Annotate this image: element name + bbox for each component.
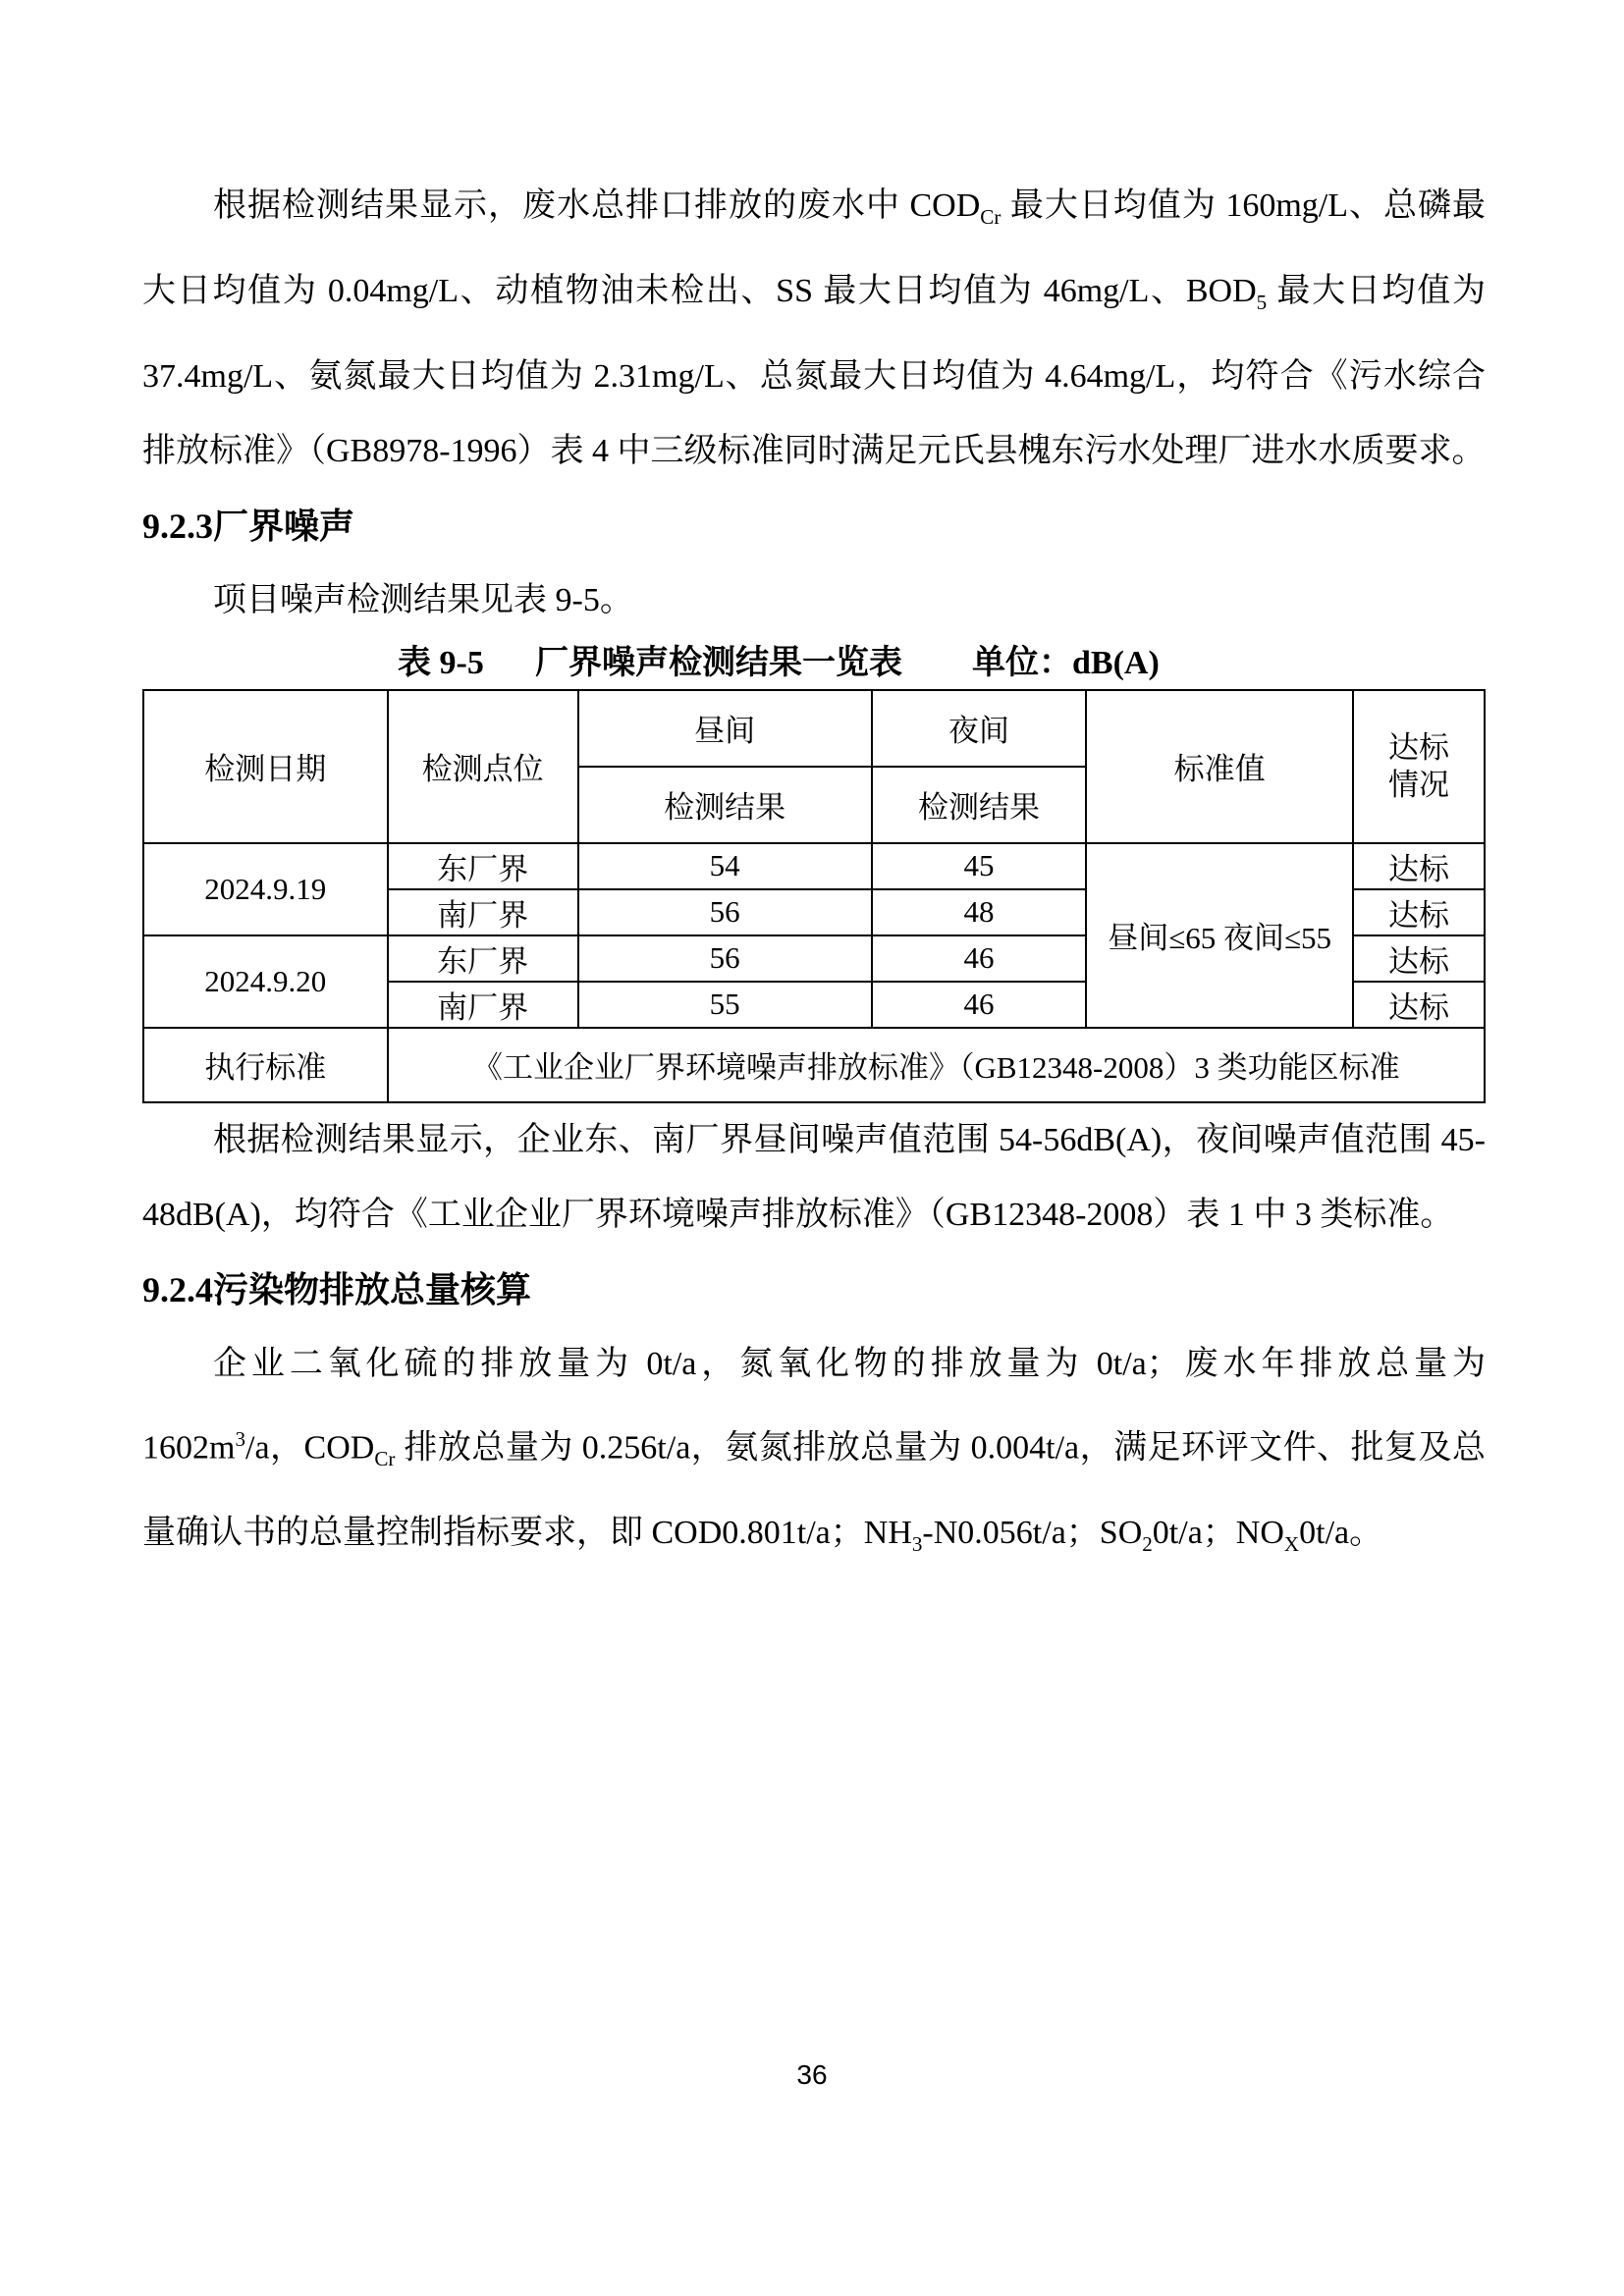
cell-status: 达标	[1353, 843, 1485, 889]
header-cell-point: 检测点位	[388, 690, 578, 843]
header-cell-day: 昼间	[578, 690, 872, 767]
table-title: 厂界噪声检测结果一览表	[535, 644, 902, 681]
cell-status: 达标	[1353, 982, 1485, 1028]
table-footer-row	[143, 1028, 1485, 1102]
header-cell-day-result: 检测结果	[578, 767, 872, 843]
header-cell-standard: 标准值	[1086, 690, 1353, 843]
cell-point: 东厂界	[388, 935, 578, 982]
table-caption	[142, 638, 1486, 689]
header-cell-compliance	[1353, 690, 1485, 843]
table-row	[143, 843, 1485, 889]
text-segment: 0t/a；NO	[1152, 1514, 1284, 1551]
cell-date: 2024.9.20	[143, 935, 388, 1028]
page-number: 36	[796, 2059, 828, 2090]
paragraph-noise-results: 根据检测结果显示，企业东、南厂界昼间噪声值范围 54-56dB(A)，夜间噪声值范围 45-48dB(A)，均符合《工业企业厂界环境噪声排放标准》（GB12348-2008）表 1 中 3 类标准。	[142, 1121, 1486, 1233]
cell-day-value: 56	[578, 889, 872, 935]
cell-day-value: 55	[578, 982, 872, 1028]
paragraph-noise-note: 项目噪声检测结果见表 9-5。	[213, 581, 633, 618]
cell-point: 东厂界	[388, 843, 578, 889]
header-cell-night: 夜间	[872, 690, 1087, 767]
subscript-3: 3	[911, 1531, 923, 1556]
cell-point: 南厂界	[388, 889, 578, 935]
cell-standard-name: 《工业企业厂界环境噪声排放标准》（GB12348-2008）3 类功能区标准	[388, 1028, 1485, 1102]
subscript-2: 2	[1142, 1531, 1153, 1556]
cell-night-value: 46	[872, 982, 1087, 1028]
paragraph-wastewater-results	[142, 169, 1486, 489]
cell-night-value: 48	[872, 889, 1087, 935]
text-segment: 企业二氧化硫的排放量为 0t/a，氮氧化物的排放量为 0t/a；废水年排放总量为 1602m	[142, 1345, 1486, 1466]
header-compliance-line2: 情况	[1388, 767, 1450, 802]
cell-night-value: 46	[872, 935, 1087, 982]
subscript-x: X	[1283, 1531, 1300, 1556]
subscript-cr: Cr	[980, 204, 1001, 229]
cell-night-value: 45	[872, 843, 1087, 889]
header-compliance-line1: 达标	[1388, 729, 1450, 765]
table-unit-label: 单位：dB(A)	[972, 644, 1160, 681]
cell-status: 达标	[1353, 935, 1485, 982]
paragraph-total-emissions	[142, 1327, 1486, 1581]
cell-standard-value: 昼间≤65 夜间≤55	[1086, 843, 1353, 1028]
text-segment: 0t/a。	[1299, 1514, 1383, 1551]
cell-status: 达标	[1353, 889, 1485, 935]
cell-point: 南厂界	[388, 982, 578, 1028]
cell-day-value: 54	[578, 843, 872, 889]
superscript-3: 3	[235, 1426, 245, 1451]
cell-date: 2024.9.19	[143, 843, 388, 935]
section-heading-9-2-4: 9.2.4污染物排放总量核算	[142, 1269, 532, 1309]
text-segment: 排放总量为 0.256t/a，氨氮排放总量为 0.004t/a，满足环评文件、批复及总量确认书的总量控制指标要求，即 COD0.801t/a；NH	[142, 1428, 1487, 1551]
text-segment: -N0.056t/a；SO	[922, 1514, 1143, 1551]
section-heading-9-2-3: 9.2.3厂界噪声	[142, 506, 355, 546]
text-segment: /a，COD	[245, 1428, 375, 1466]
table-number-label: 表 9-5	[398, 644, 484, 681]
document-page	[142, 169, 1486, 1581]
subscript-5: 5	[1256, 290, 1268, 314]
subscript-cr: Cr	[374, 1446, 396, 1470]
text-segment: 最大日均值为 37.4mg/L、氨氮最大日均值为 2.31mg/L、总氮最大日均值为 4.64mg/L，均符合《污水综合排放标准》（GB8978-1996）表 4 中三级标准同时满足元氏县槐东污水处理厂进水水质要求。	[142, 272, 1486, 469]
cell-day-value: 56	[578, 935, 872, 982]
header-cell-night-result: 检测结果	[872, 767, 1087, 843]
header-cell-date: 检测日期	[143, 690, 388, 843]
text-segment: 根据检测结果显示，废水总排口排放的废水中 COD	[213, 187, 981, 224]
text-segment: 最大日均值为 160mg/L、总磷最大日均值为 0.04mg/L、动植物油未检出、SS 最大日均值为 46mg/L、BOD	[142, 187, 1486, 309]
noise-results-table	[142, 689, 1486, 1103]
cell-standard-label: 执行标准	[143, 1028, 388, 1102]
